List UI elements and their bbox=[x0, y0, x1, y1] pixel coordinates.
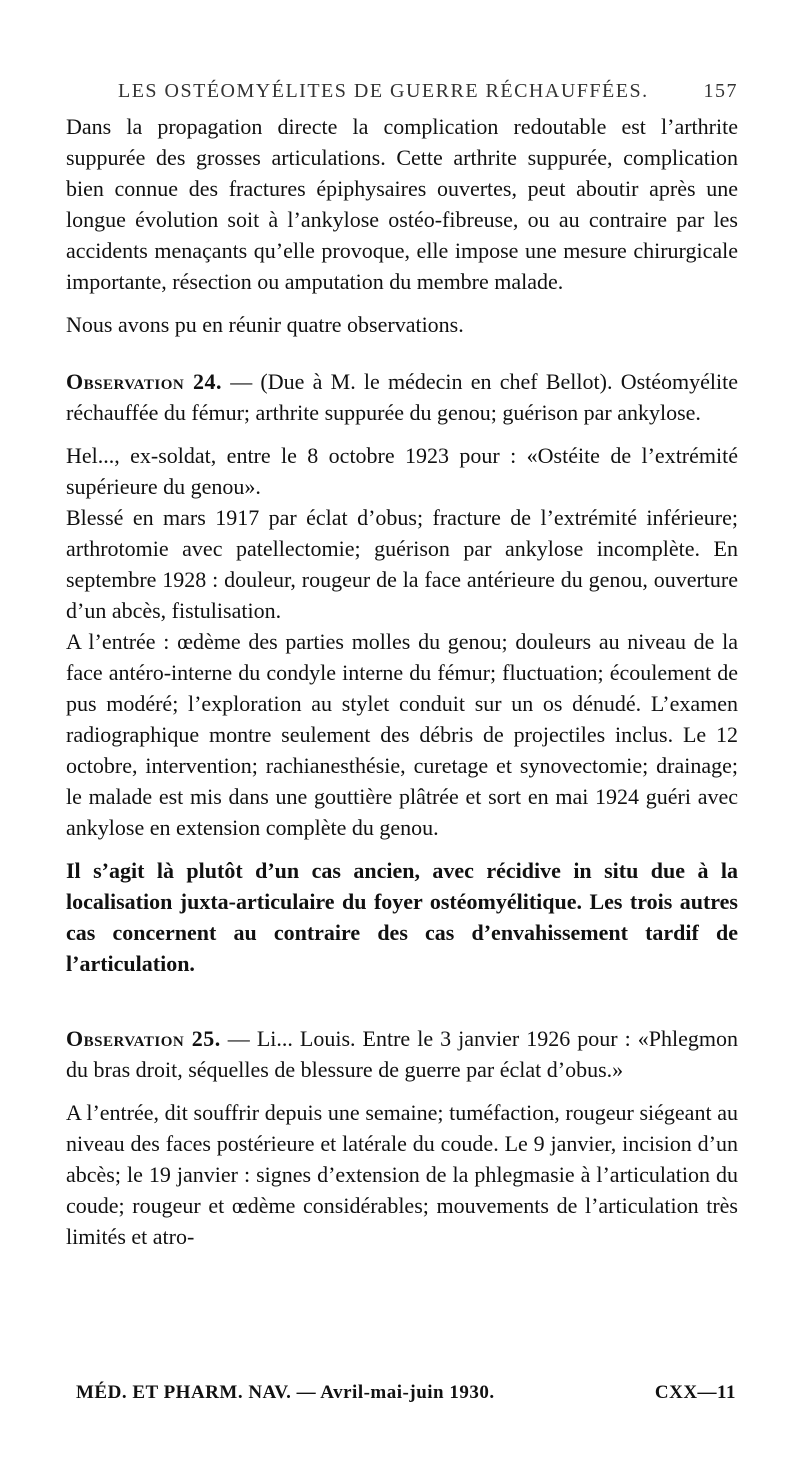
page-footer bbox=[76, 1382, 736, 1404]
observation-25-heading bbox=[66, 1023, 738, 1085]
intro-paragraph-2: Nous avons pu en réunir quatre observations. bbox=[66, 312, 464, 337]
observation-24-paragraph-1: Hel..., ex-soldat, entre le 8 octobre 1923 pour : «Ostéite de l’extrémité supérieure du genou». bbox=[66, 443, 738, 499]
page-number: 157 bbox=[703, 80, 738, 102]
observation-24-title: — (Due à M. le médecin en chef Bellot). Ostéomyélite réchauffée du fémur; arthrite suppurée du genou; guérison par ankylose. bbox=[66, 369, 738, 425]
footer-signature: CXX—11 bbox=[654, 1382, 736, 1403]
footer-journal: MÉD. ET PHARM. NAV. — Avril-mai-juin 1930. bbox=[76, 1382, 495, 1403]
observation-24-label: Observation 24. bbox=[66, 369, 222, 394]
observation-25-title: — Li... Louis. Entre le 3 janvier 1926 pour : «Phlegmon du bras droit, séquelles de blessure de guerre par éclat d’obus.» bbox=[66, 1026, 738, 1082]
intro-paragraph: Dans la propagation directe la complication redoutable est l’arthrite suppurée des grosses articulations. Cette arthrite suppurée, complication bien connue des fractures épiphysaires ouvertes, peut aboutir après une longue évolution soit à l’ankylose ostéo-fibreuse, ou au contraire par les accidents menaçants qu’elle provoque, elle impose une mesure chirurgicale importante, résection ou amputation du membre malade. bbox=[66, 114, 738, 294]
running-head-title: LES OSTÉOMYÉLITES DE GUERRE RÉCHAUFFÉES. bbox=[118, 80, 649, 102]
running-head bbox=[66, 80, 738, 103]
observation-25-label: Observation 25. bbox=[66, 1026, 221, 1051]
observation-25-paragraph-1: A l’entrée, dit souffrir depuis une semaine; tuméfaction, rougeur siégeant au niveau des faces postérieure et latérale du coude. Le 9 janvier, incision d’un abcès; le 19 janvier : signes d’extension de la phlegmasie à l’articulation du coude; rougeur et œdème considérables; mouvements de l’articulation très limités et atro- bbox=[66, 1100, 738, 1249]
observation-24-paragraph-3: A l’entrée : œdème des parties molles du genou; douleurs au niveau de la face antéro-interne du condyle interne du fémur; fluctuation; écoulement de pus modéré; l’exploration au stylet conduit sur un os dénudé. L’examen radiographique montre seulement des débris de projectiles inclus. Le 12 octobre, intervention; rachianesthésie, curetage et synovectomie; drainage; le malade est mis dans une gouttière plâtrée et sort en mai 1924 guéri avec ankylose en extension complète du genou. bbox=[66, 629, 738, 840]
page-body bbox=[66, 80, 738, 1252]
observation-24-heading bbox=[66, 366, 738, 428]
observation-24-paragraph-4: Il s’agit là plutôt d’un cas ancien, avec récidive in situ due à la localisation juxta-articulaire du foyer ostéomyélitique. Les trois autres cas concernent au contraire des cas d’envahissement tardif de l’articulation. bbox=[66, 858, 738, 976]
observation-24-paragraph-2: Blessé en mars 1917 par éclat d’obus; fracture de l’extrémité inférieure; arthrotomie avec patellectomie; guérison par ankylose incomplète. En septembre 1928 : douleur, rougeur de la face antérieure du genou, ouverture d’un abcès, fistulisation. bbox=[66, 505, 738, 623]
